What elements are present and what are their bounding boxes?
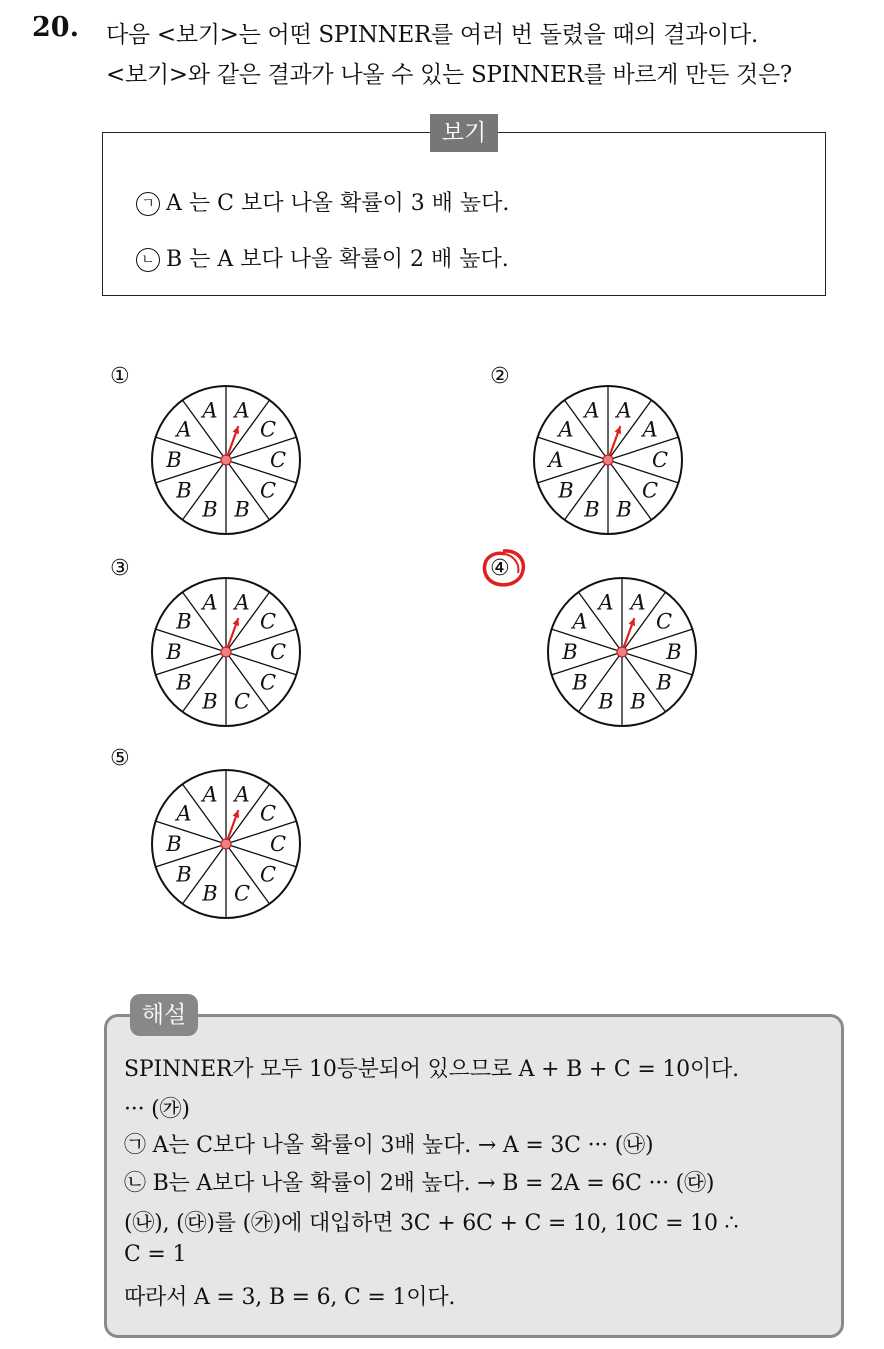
sector-label: A (572, 609, 588, 634)
pointer-hub (221, 839, 231, 849)
question-number: 20. (32, 12, 79, 43)
sector-label: C (234, 689, 251, 714)
sector-label: B (656, 670, 672, 695)
bogi-item-1 (136, 186, 509, 217)
bogi-item-2 (136, 242, 509, 273)
sector-label: C (234, 881, 251, 906)
sector-label: C (269, 640, 287, 664)
sector-label: B (166, 448, 182, 472)
sector-label: B (616, 497, 632, 522)
sector-label: A (558, 417, 574, 442)
sector-label: A (202, 398, 218, 423)
sector-label: B (558, 478, 574, 503)
sector-label: B (176, 609, 192, 634)
sector-label: A (176, 417, 192, 442)
sector-label: B (166, 832, 182, 856)
option-3-label[interactable]: ③ (110, 556, 130, 581)
sector-label: A (202, 782, 218, 807)
sector-label: C (260, 417, 277, 442)
sector-label: B (598, 689, 614, 714)
solution-line-5: (㉯), (㉰)를 (㉮)에 대입하면 3C + 6C + C = 10, 10C = 10 ∴ (124, 1211, 739, 1236)
sector-label: C (260, 670, 277, 695)
option-1-label[interactable]: ① (110, 364, 130, 389)
sector-label: B (584, 497, 600, 522)
option-5-label[interactable]: ⑤ (110, 746, 130, 771)
pointer-hub (603, 455, 613, 465)
solution-line-1: SPINNER가 모두 10등분되어 있으므로 A + B + C = 10이다. (124, 1057, 739, 1082)
sector-label: B (166, 640, 182, 664)
sector-label: A (234, 590, 250, 615)
solution-line-3: ㉠ A는 C보다 나올 확률이 3배 높다. → A = 3C ··· (㉯) (124, 1133, 654, 1158)
sector-label: A (548, 448, 564, 472)
sector-label: C (269, 832, 287, 856)
question-text-line1: 다음 <보기>는 어떤 SPINNER를 여러 번 돌렸을 때의 결과이다. (106, 22, 758, 48)
solution-line-2: ··· (㉮) (124, 1097, 190, 1122)
option-2-label[interactable]: ② (490, 364, 510, 389)
sector-label: C (269, 448, 287, 472)
sector-label: C (260, 801, 277, 826)
bogi-item-2-text: B 는 A 보다 나올 확률이 2 배 높다. (166, 247, 509, 272)
option-5-spinner[interactable] (148, 766, 304, 922)
sector-label: B (202, 497, 218, 522)
option-4-label[interactable]: ④ (490, 556, 510, 581)
solution-line-7: 따라서 A = 3, B = 6, C = 1이다. (124, 1285, 456, 1310)
sector-label: A (630, 590, 646, 615)
sector-label: A (642, 417, 658, 442)
sector-label: A (202, 590, 218, 615)
sector-label: B (176, 478, 192, 503)
sector-label: B (666, 640, 682, 664)
sector-label: C (260, 478, 277, 503)
marker-giyeok: ㄱ (136, 192, 160, 216)
option-1-spinner[interactable] (148, 382, 304, 538)
sector-label: C (260, 609, 277, 634)
marker-nieun: ㄴ (136, 248, 160, 272)
sector-label: A (234, 782, 250, 807)
sector-label: C (260, 862, 277, 887)
bogi-title: 보기 (430, 114, 498, 152)
sector-label: B (176, 862, 192, 887)
pointer-hub (221, 647, 231, 657)
option-2-spinner[interactable] (530, 382, 686, 538)
pointer-hub (221, 455, 231, 465)
solution-title: 해설 (130, 994, 198, 1036)
sector-label: B (562, 640, 578, 664)
sector-label: C (642, 478, 659, 503)
sector-label: C (656, 609, 673, 634)
sector-label: B (630, 689, 646, 714)
sector-label: A (176, 801, 192, 826)
solution-line-4: ㉡ B는 A보다 나올 확률이 2배 높다. → B = 2A = 6C ··· (㉰) (124, 1171, 715, 1196)
pointer-hub (617, 647, 627, 657)
sector-label: A (616, 398, 632, 423)
sector-label: A (584, 398, 600, 423)
sector-label: C (651, 448, 669, 472)
sector-label: B (572, 670, 588, 695)
sector-label: B (234, 497, 250, 522)
bogi-item-1-text: A 는 C 보다 나올 확률이 3 배 높다. (166, 191, 510, 216)
sector-label: A (598, 590, 614, 615)
sector-label: B (202, 881, 218, 906)
sector-label: B (202, 689, 218, 714)
solution-line-6: C = 1 (124, 1242, 187, 1267)
question-text-line2: <보기>와 같은 결과가 나올 수 있는 SPINNER를 바르게 만든 것은? (106, 62, 792, 88)
option-4-spinner[interactable] (544, 574, 700, 730)
option-3-spinner[interactable] (148, 574, 304, 730)
sector-label: A (234, 398, 250, 423)
sector-label: B (176, 670, 192, 695)
